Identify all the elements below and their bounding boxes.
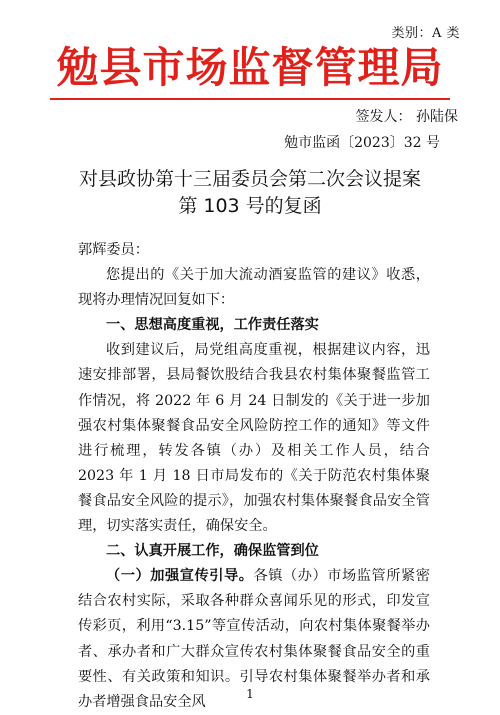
salutation: 郭辉委员： — [78, 242, 149, 258]
red-header-rule — [50, 98, 450, 100]
subject-line-2: 第 103 号的复函 — [178, 195, 322, 217]
category-label: 类别：A 类 — [391, 26, 460, 41]
subsection-2-1-text: 各镇（办）市场监管所紧密结合农村实际，采取各种群众喜闻乐见的形式，印发宣传彩页，利用“3.15”等宣传活动，向农村集体聚餐举办者、承办者和广大群众宣传农村集体聚餐食品安全的重要性、有关政策和知识。引导农村集体聚餐举办者和承办者增强食品安全风 — [78, 568, 430, 710]
issuing-organization-title: 勉县市场监督管理局 — [56, 43, 444, 92]
signer-line: 签发人： 孙陆保 — [355, 109, 458, 125]
section-heading-2: 二、认真开展工作，确保监管到位 — [106, 543, 319, 560]
subsection-heading-2-1: （一）加强宣传引导。 — [106, 568, 254, 585]
subject-line-1: 对县政协第十三届委员会第二次会议提案 — [78, 168, 421, 190]
document-subject — [0, 166, 500, 220]
document-body — [78, 238, 430, 715]
section-heading-1: 一、思想高度重视，工作责任落实 — [106, 317, 319, 334]
document-number: 勉市监函〔2023〕32 号 — [284, 135, 440, 151]
intro-paragraph: 您提出的《关于加大流动酒宴监管的建议》收悉，现将办理情况回复如下： — [78, 267, 430, 309]
paragraph-section-1: 收到建议后，局党组高度重视，根据建议内容，迅速安排部署，县局餐饮股结合我县农村集体聚餐监管工作情况，将 2022 年 6 月 24 日制发的《关于进一步加强农村集体聚餐食品安全风险防控工作的通知》等文件进行梳理，转发各镇（办）及相关工作人员，结合 2023 年 1 月 18 日市局发布的《关于防范农村集体聚餐食品安全风险的提示》，加强农村集体聚餐食品安全管理，切实落实责任，确保安全。 — [78, 342, 430, 535]
page-number: 1 — [246, 687, 254, 701]
